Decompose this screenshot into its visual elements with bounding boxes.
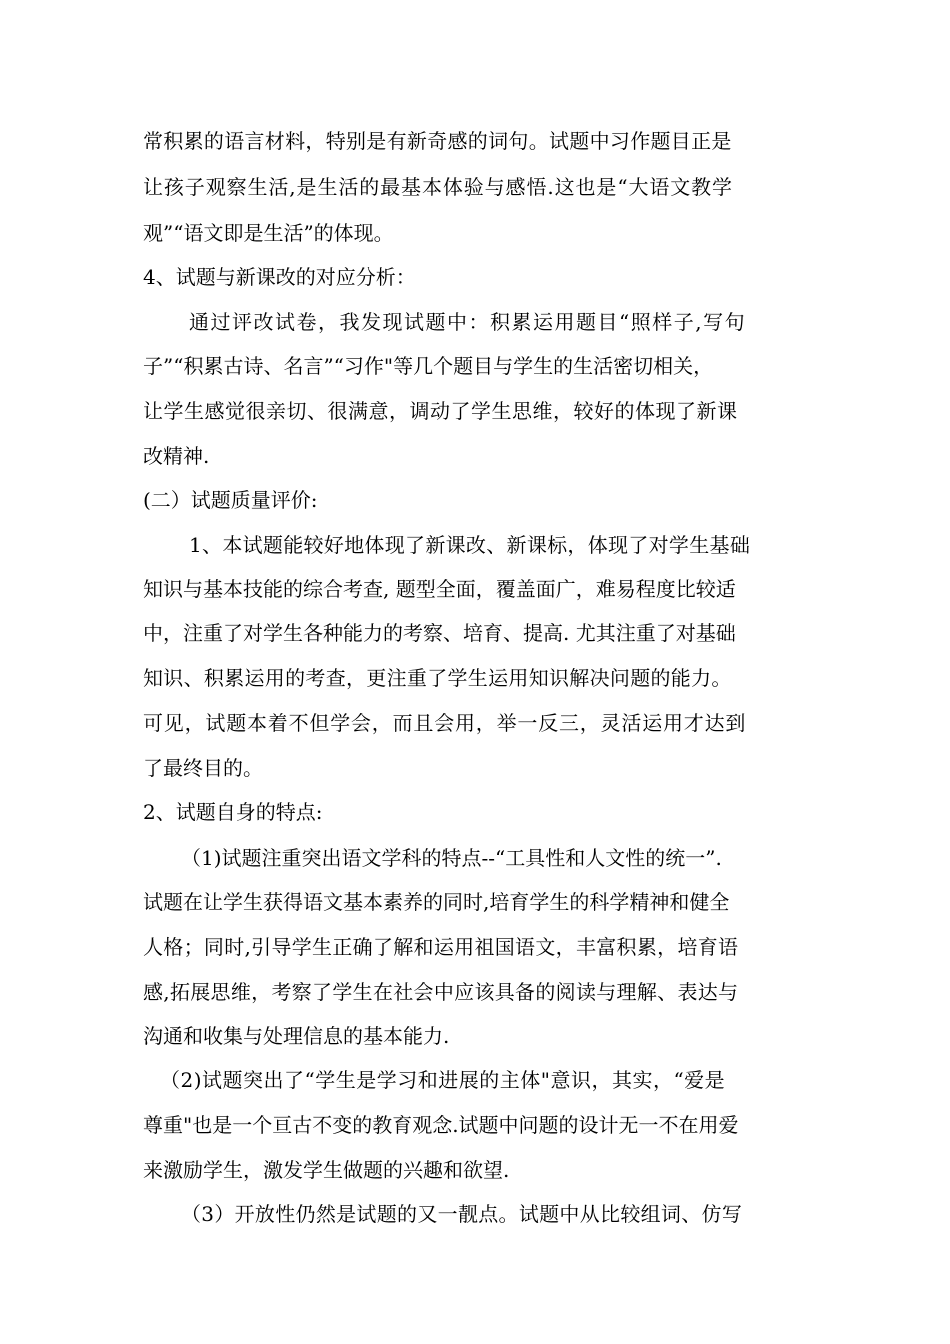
text-line: 观”“语文即是生活”的体现。: [143, 221, 394, 245]
text-line: 让孩子观察生活,是生活的最基本体验与感悟.这也是“大语文教学: [143, 175, 733, 199]
text-line: 中，注重了对学生各种能力的考察、培育、提高. 尤其注重了对基础: [143, 621, 736, 645]
text-line: 子”“积累古诗、名言”“习作"等几个题目与学生的生活密切相关，: [143, 354, 714, 378]
text-line: 试题在让学生获得语文基本素养的同时,培育学生的科学精神和健全: [143, 890, 730, 914]
text-line: 1、本试题能较好地体现了新课改、新课标，体现了对学生基础: [189, 533, 751, 557]
section-heading: 4、试题与新课改的对应分析：: [143, 265, 416, 289]
text-line: 知识与基本技能的综合考查, 题型全面，覆盖面广，难易程度比较适: [143, 577, 736, 601]
text-line: 让学生感觉很亲切、很满意，调动了学生思维，较好的体现了新课: [143, 399, 738, 423]
text-line: 知识、积累运用的考查，更注重了学生运用知识解决问题的能力。: [143, 666, 732, 690]
text-line: 改精神.: [143, 444, 210, 468]
text-line: 可见，试题本着不但学会，而且会用，举一反三，灵活运用才达到: [143, 711, 747, 735]
section-heading: (二）试题质量评价:: [143, 488, 318, 512]
text-line: 了最终目的。: [143, 756, 263, 780]
text-line: 来激励学生，激发学生做题的兴趣和欲望.: [143, 1158, 510, 1182]
text-line: 沟通和收集与处理信息的基本能力.: [143, 1024, 450, 1048]
section-heading: 2、试题自身的特点:: [143, 800, 323, 824]
text-line: 尊重"也是一个亘古不变的教育观念.试题中问题的设计无一不在用爱: [143, 1113, 739, 1137]
text-line: （1)试题注重突出语文学科的特点--“工具性和人文性的统一”.: [181, 846, 722, 870]
text-line: 通过评改试卷，我发现试题中：积累运用题目“照样子,写句: [189, 310, 747, 334]
text-line: 常积累的语言材料，特别是有新奇感的词句。试题中习作题目正是: [143, 129, 732, 153]
text-line: 人格；同时,引导学生正确了解和运用祖国语文，丰富积累，培育语: [143, 935, 739, 959]
text-line: （2)试题突出了“学生是学习和进展的主体"意识，其实，“爱是: [160, 1068, 726, 1092]
text-line: （3）开放性仍然是试题的又一靓点。试题中从比较组词、仿写: [181, 1202, 743, 1226]
text-line: 感,拓展思维，考察了学生在社会中应该具备的阅读与理解、表达与: [143, 980, 739, 1004]
